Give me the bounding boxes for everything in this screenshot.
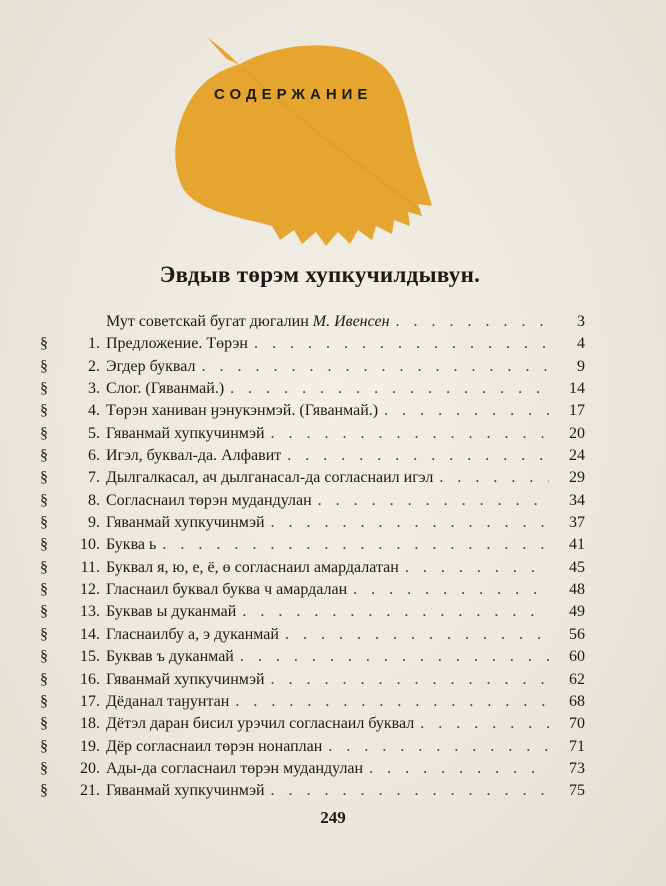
toc-row (40, 467, 585, 489)
toc-item-number: 18. (80, 715, 100, 733)
toc-row (40, 758, 585, 780)
toc-row (40, 646, 585, 668)
toc-row (40, 691, 585, 713)
toc-row (40, 780, 585, 802)
toc-page-number: 29 (569, 469, 585, 487)
section-sign: § (40, 670, 48, 688)
section-sign: § (40, 335, 48, 353)
section-sign: § (40, 715, 48, 733)
toc-row (40, 378, 585, 400)
toc-row (40, 713, 585, 735)
leader-dots (201, 356, 549, 378)
toc-item-title: Гласнаил буквал буква ч амардалан (106, 581, 348, 599)
toc-item-title: Дёданал таӈунтан (106, 692, 230, 710)
section-sign: § (40, 737, 48, 755)
toc-page-number: 70 (569, 715, 585, 733)
toc-row (40, 601, 585, 623)
section-sign: § (40, 692, 48, 710)
section-sign: § (40, 558, 48, 576)
toc-row (40, 445, 585, 467)
toc-item-title: Буква ь (106, 536, 157, 554)
section-sign: § (40, 514, 48, 532)
toc-item-number: 11. (80, 558, 100, 576)
section-sign: § (40, 603, 48, 621)
section-sign: § (40, 469, 48, 487)
toc-item-title: Гласнаилбу а, э дуканмай (106, 625, 279, 643)
toc-page-number: 62 (569, 670, 585, 688)
leader-dots (235, 691, 549, 713)
toc-item-title: Гяванмай хупкучинмэй (106, 424, 265, 442)
leader-dots (384, 400, 549, 422)
toc-item-number: 5. (88, 424, 100, 442)
toc-item-number: 6. (88, 447, 100, 465)
toc-intro-row (40, 311, 585, 333)
section-sign: § (40, 581, 48, 599)
leader-dots (405, 557, 549, 579)
toc-item-number: 20. (80, 759, 100, 777)
toc-row (40, 423, 585, 445)
toc-item-title: Дылгалкасал, ач дылганасал-да согласнаил игэл (106, 469, 434, 487)
toc-item-number: 15. (80, 648, 100, 666)
toc-item-number: 3. (88, 380, 100, 398)
toc-page-number: 34 (569, 491, 585, 509)
toc-page-number: 14 (569, 380, 585, 398)
toc-item-number: 13. (80, 603, 100, 621)
leader-dots (396, 311, 549, 333)
section-sign: § (40, 536, 48, 554)
leader-dots (439, 467, 549, 489)
toc-row (40, 356, 585, 378)
section-sign: § (40, 357, 48, 375)
toc-page-number: 20 (569, 424, 585, 442)
section-sign: § (40, 782, 48, 800)
toc-page-number: 45 (569, 558, 585, 576)
leader-dots (285, 624, 549, 646)
leader-dots (271, 512, 549, 534)
toc-page-number: 71 (569, 737, 585, 755)
section-sign: § (40, 380, 48, 398)
toc-row (40, 512, 585, 534)
toc-item-title: Эгдер буквал (106, 357, 196, 375)
toc-row (40, 400, 585, 422)
toc-item-number: 19. (80, 737, 100, 755)
toc-row (40, 490, 585, 512)
toc-page-number: 68 (569, 692, 585, 710)
leader-dots (254, 333, 549, 355)
toc-item-title: Буквав ы дуканмай (106, 603, 237, 621)
leader-dots (162, 534, 549, 556)
toc-item-number: 4. (88, 402, 100, 420)
toc-page-number: 41 (569, 536, 585, 554)
toc-page-number: 17 (569, 402, 585, 420)
leader-dots (318, 490, 549, 512)
leader-dots (287, 445, 549, 467)
toc-row (40, 624, 585, 646)
toc-item-title: Ады-да согласнаил тɵрэн мудандулан (106, 759, 364, 777)
toc-item-number: 14. (80, 625, 100, 643)
page-number: 249 (320, 808, 346, 827)
section-sign: § (40, 402, 48, 420)
toc-item-number: 16. (80, 670, 100, 688)
leader-dots (369, 758, 549, 780)
leader-dots (271, 780, 549, 802)
toc-item-title: Гяванмай хупкучинмэй (106, 782, 265, 800)
toc-item-title: Предложение. Тɵрэн (106, 335, 248, 353)
toc-item-title: Дёр согласнаил тɵрэн нонаплан (106, 737, 323, 755)
toc-page-number: 75 (569, 782, 585, 800)
leader-dots (230, 378, 549, 400)
toc-item-title: Дётэл даран бисил урэчил согласнаил буквал (106, 715, 415, 733)
leader-dots (420, 713, 549, 735)
leader-dots (271, 669, 549, 691)
toc-row (40, 557, 585, 579)
section-title: Эвдыв тɵрэм хупкучилдывун. (159, 262, 481, 287)
toc-item-number: 12. (80, 581, 100, 599)
toc-item-number: 7. (88, 469, 100, 487)
leader-dots (242, 601, 549, 623)
section-sign: § (40, 424, 48, 442)
toc-item-title: Буквав ъ дуканмай (106, 648, 234, 666)
leaf-illustration (170, 20, 440, 260)
table-of-contents (40, 311, 585, 803)
toc-page-number: 37 (569, 514, 585, 532)
toc-page-number: 60 (569, 648, 585, 666)
toc-page-number: 24 (569, 447, 585, 465)
leader-dots (353, 579, 549, 601)
toc-item-title: Гяванмай хупкучинмэй (106, 670, 265, 688)
toc-item-title: Гяванмай хупкучинмэй (106, 514, 265, 532)
contents-heading: СОДЕРЖАНИЕ (214, 86, 373, 103)
section-sign: § (40, 447, 48, 465)
toc-item-number: 2. (88, 357, 100, 375)
toc-page-number: 4 (577, 335, 585, 353)
toc-item-number: 8. (88, 491, 100, 509)
toc-item-title: Согласнаил тɵрэн мудандулан (106, 491, 312, 509)
toc-intro-text: Мут советскай бугат дюгалин М. Ивенсен (106, 313, 390, 330)
toc-item-number: 9. (88, 514, 100, 532)
leader-dots (328, 736, 549, 758)
toc-item-title: Буквал я, ю, е, ё, ө согласнаил амардалатан (106, 558, 399, 576)
toc-page-number: 73 (569, 759, 585, 777)
toc-page-number: 56 (569, 625, 585, 643)
toc-page-number: 48 (569, 581, 585, 599)
leader-dots (240, 646, 549, 668)
section-sign: § (40, 759, 48, 777)
toc-row (40, 736, 585, 758)
toc-item-title: Игэл, буквал-да. Алфавит (106, 447, 282, 465)
toc-row (40, 579, 585, 601)
toc-page-number: 9 (577, 357, 585, 375)
toc-item-number: 1. (88, 335, 100, 353)
toc-item-number: 10. (80, 536, 100, 554)
toc-row (40, 669, 585, 691)
toc-item-number: 21. (80, 782, 100, 800)
toc-page-number: 49 (569, 603, 585, 621)
leader-dots (271, 423, 549, 445)
toc-intro-author: М. Ивенсен (312, 313, 390, 330)
toc-item-title: Слог. (Гяванмай.) (106, 380, 225, 398)
section-sign: § (40, 625, 48, 643)
toc-row (40, 534, 585, 556)
section-sign: § (40, 648, 48, 666)
section-sign: § (40, 491, 48, 509)
toc-page-number: 3 (577, 313, 585, 330)
toc-row (40, 333, 585, 355)
toc-item-title: Тɵрэн ханиван ӈэнукэнмэй. (Гяванмай.) (106, 402, 379, 420)
toc-item-number: 17. (80, 692, 100, 710)
